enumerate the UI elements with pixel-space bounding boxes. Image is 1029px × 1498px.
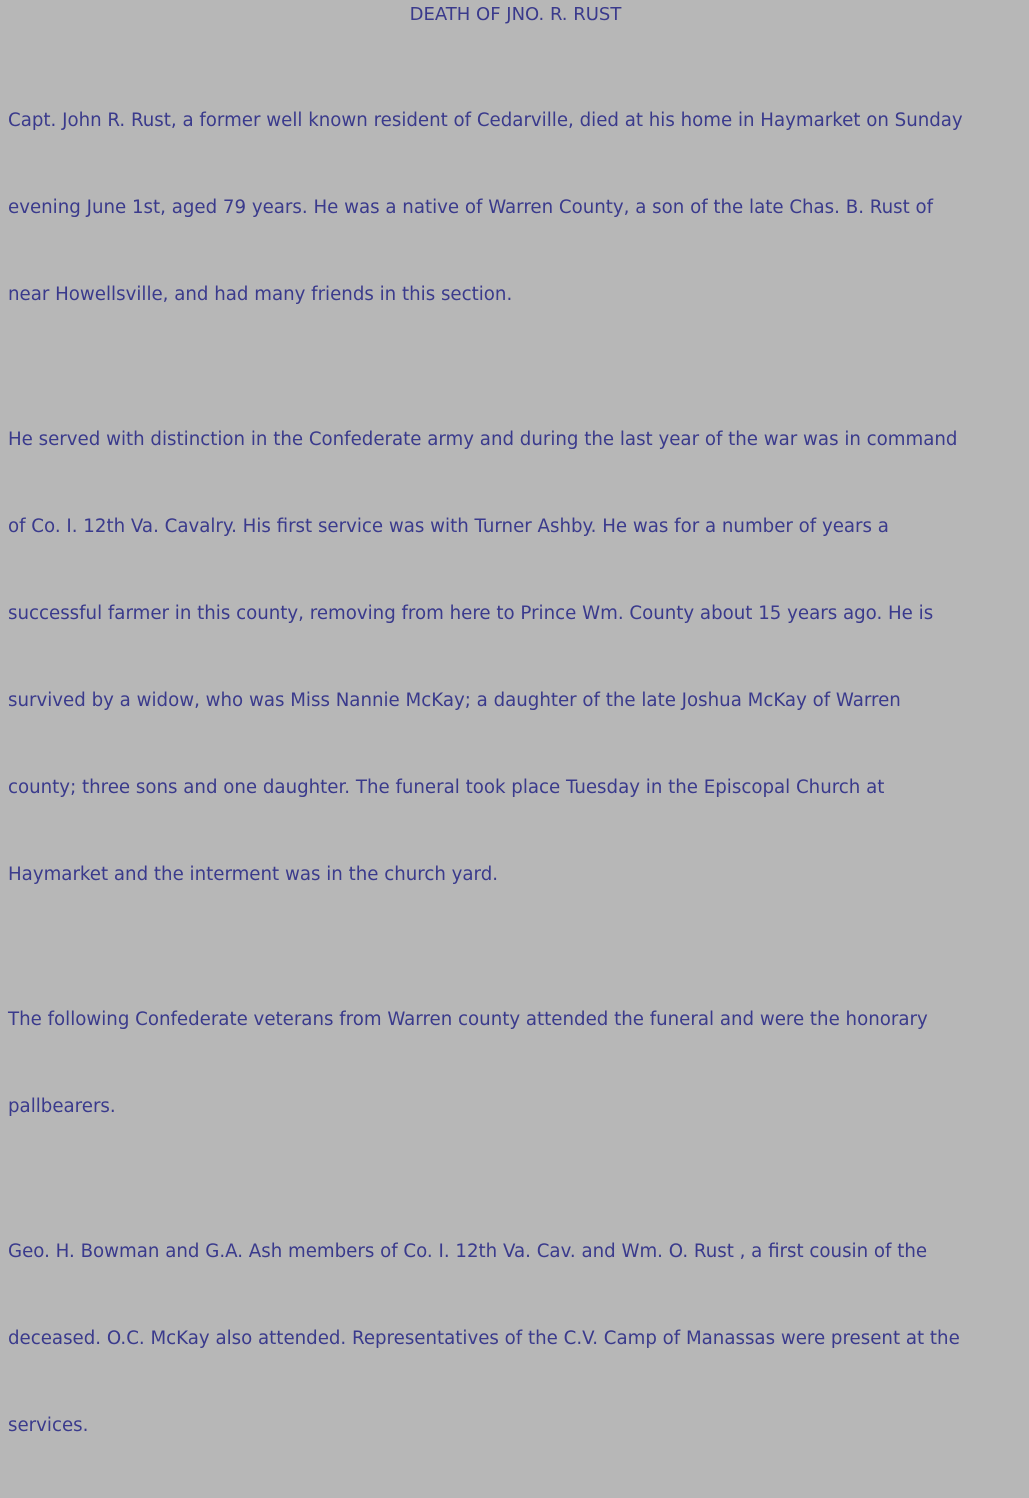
paragraph-veterans bbox=[8, 947, 1023, 1179]
text-line: county; three sons and one daughter. The funeral took place Tuesday in the Episcopal Church at bbox=[8, 777, 885, 798]
text-line: Haymarket and the interment was in the church yard. bbox=[8, 864, 499, 885]
text-line: evening June 1st, aged 79 years. He was a native of Warren County, a son of the late Chas. B. Rust of bbox=[8, 197, 934, 218]
text-line: pallbearers. bbox=[8, 1096, 116, 1117]
paragraph-service-record bbox=[8, 367, 1023, 947]
text-line: deceased. O.C. McKay also attended. Representatives of the C.V. Camp of Manassas were present at the bbox=[8, 1328, 960, 1349]
text-line: of Co. I. 12th Va. Cavalry. His first service was with Turner Ashby. He was for a number of years a bbox=[8, 516, 889, 537]
text-line: He served with distinction in the Confederate army and during the last year of the war was in command bbox=[8, 429, 958, 450]
text-line: Geo. H. Bowman and G.A. Ash members of Co. I. 12th Va. Cav. and Wm. O. Rust , a first cousin of the bbox=[8, 1241, 928, 1262]
text-line: survived by a widow, who was Miss Nannie McKay; a daughter of the late Joshua McKay of Warren bbox=[8, 690, 901, 711]
paragraph-pallbearers bbox=[8, 1179, 1023, 1498]
text-line: The following Confederate veterans from Warren county attended the funeral and were the honorary bbox=[8, 1009, 928, 1030]
text-line: successful farmer in this county, removing from here to Prince Wm. County about 15 years ago. He is bbox=[8, 603, 934, 624]
text-line: services. bbox=[8, 1415, 89, 1436]
text-line: near Howellsville, and had many friends in this section. bbox=[8, 284, 513, 305]
article-title: DEATH OF JNO. R. RUST bbox=[409, 4, 622, 25]
text-line: Capt. John R. Rust, a former well known resident of Cedarville, died at his home in Haymarket on Sunday bbox=[8, 110, 963, 131]
paragraph-obituary-intro bbox=[8, 48, 1023, 367]
